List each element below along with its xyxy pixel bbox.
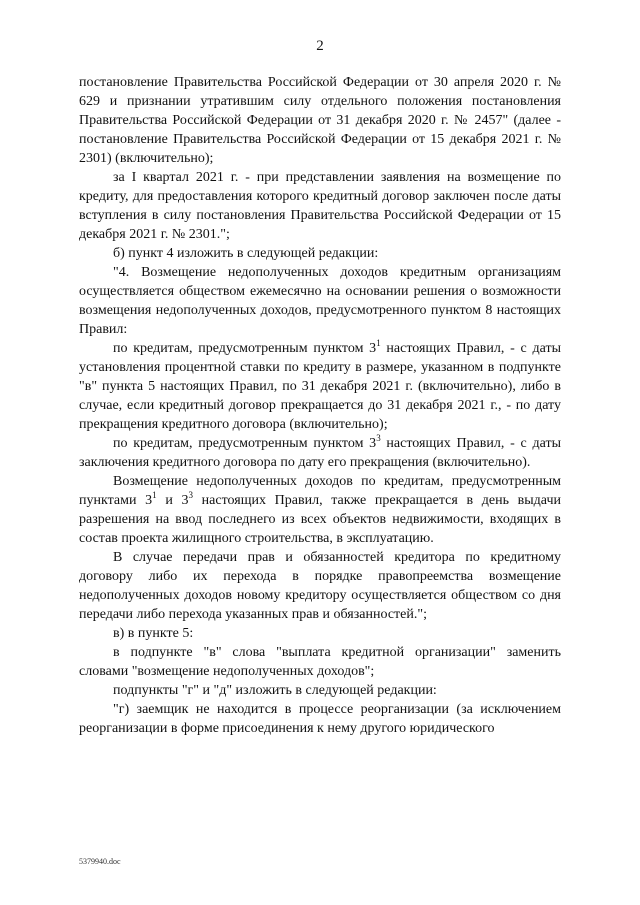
paragraph-text: Возмещение недополученных доходов по кредитам, предусмотренным пунктами 3	[79, 474, 561, 508]
superscript: 1	[376, 338, 381, 348]
paragraph: постановление Правительства Российской Федерации от 30 апреля 2020 г. № 629 и признании утратившим силу отдельного положения постановления Правительства Российской Федерации от 31 декабря 2020 г. № 2457" (далее - постановление Правительства Российской Федерации от 15 декабря 2021 г. № 2301) (включительно);	[79, 75, 561, 166]
superscript: 1	[152, 490, 157, 500]
superscript: 3	[376, 433, 381, 443]
paragraph: б) пункт 4 изложить в следующей редакции:	[113, 246, 379, 261]
paragraph: в) в пункте 5:	[113, 626, 194, 641]
paragraph: в подпункте "в" слова "выплата кредитной организации" заменить словами "возмещение недополученных доходов";	[79, 645, 561, 679]
paragraph-text: настоящих Правил, - с даты заключения кредитного договора по дату его прекращения (включительно).	[79, 436, 561, 470]
file-footer: 5379940.doc	[79, 857, 121, 866]
paragraph: "4. Возмещение недополученных доходов кредитным организациям осуществляется обществом ежемесячно на основании решения о возможности возмещения недополученных доходов, предусмотренного пунктом 8 настоящих Правил:	[79, 265, 561, 337]
paragraph-text: и 3	[156, 493, 189, 508]
paragraph-text: по кредитам, предусмотренным пунктом 3	[113, 341, 377, 356]
document-body	[79, 73, 561, 738]
paragraph: подпункты "г" и "д" изложить в следующей редакции:	[113, 683, 437, 698]
paragraph: В случае передачи прав и обязанностей кредитора по кредитному договору либо их перехода в порядке правопреемства возмещение недополученных доходов новому кредитору осуществляется обществом со дня передачи либо перехода указанных прав и обязанностей.";	[79, 550, 561, 622]
paragraph: за I квартал 2021 г. - при представлении заявления на возмещение по кредиту, для предоставления которого кредитный договор заключен после даты вступления в силу постановления Правительства Российской Федерации от 15 декабря 2021 г. № 2301.";	[79, 170, 561, 242]
page-number: 2	[316, 38, 324, 54]
paragraph: "г) заемщик не находится в процессе реорганизации (за исключением реорганизации в форме присоединения к нему другого юридического	[79, 702, 561, 736]
paragraph-text: настоящих Правил, - с даты установления процентной ставки по кредиту в размере, указанном в подпункте "в" пункта 5 настоящих Правил, по 31 декабря 2021 г. (включительно), либо в случае, если кредитный договор прекращается до 31 декабря 2021 г., - по дату прекращения кредитного договора (включительно);	[79, 341, 561, 432]
paragraph	[79, 434, 561, 472]
paragraph	[79, 339, 561, 434]
paragraph-text: по кредитам, предусмотренным пунктом 3	[113, 436, 377, 451]
superscript: 3	[188, 490, 193, 500]
paragraph-text: настоящих Правил, также прекращается в день выдачи разрешения на ввод последнего из всех объектов недвижимости, входящих в состав проекта жилищного строительства, в эксплуатацию.	[79, 493, 561, 546]
paragraph	[79, 472, 561, 548]
